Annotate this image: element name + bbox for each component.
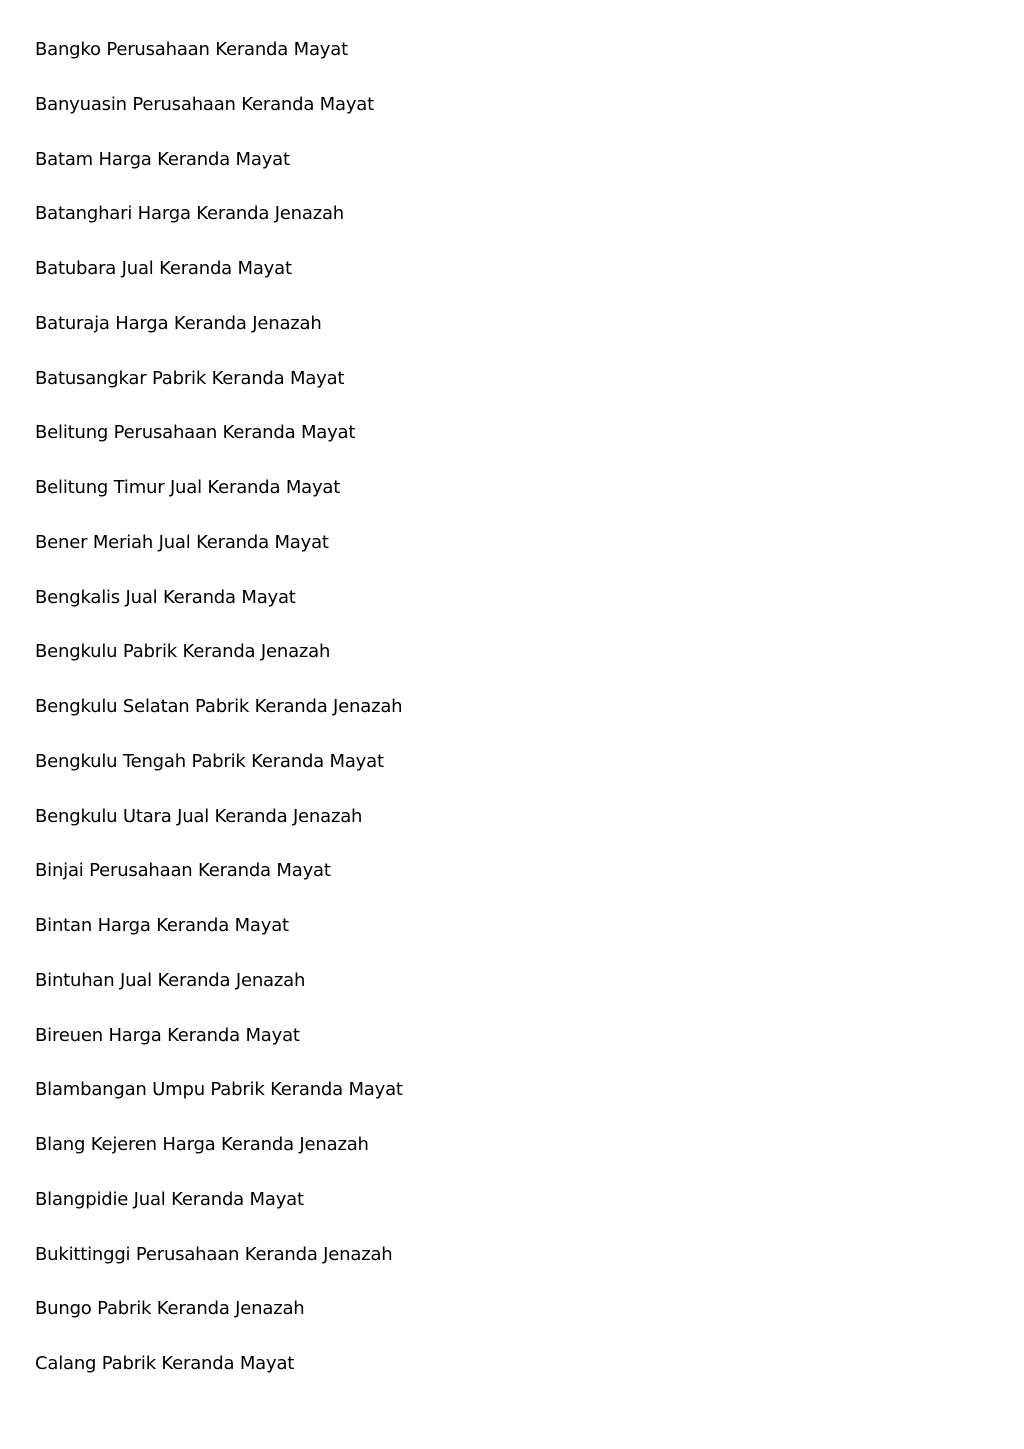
- list-item: Bintan Harga Keranda Mayat: [35, 915, 289, 936]
- list-item: Batusangkar Pabrik Keranda Mayat: [35, 367, 345, 389]
- list-item: Batanghari Harga Keranda Jenazah: [35, 203, 344, 225]
- list-item: Belitung Perusahaan Keranda Mayat: [35, 422, 356, 444]
- list-item: Blang Kejeren Harga Keranda Jenazah: [35, 1134, 369, 1155]
- list-item: Bener Meriah Jual Keranda Mayat: [35, 531, 329, 553]
- list-item: Batam Harga Keranda Mayat: [35, 148, 290, 170]
- list-item: Bungo Pabrik Keranda Jenazah: [35, 1298, 305, 1320]
- list-item: Bireuen Harga Keranda Mayat: [35, 1024, 300, 1046]
- list-item: Bengkulu Pabrik Keranda Jenazah: [35, 641, 331, 663]
- list-item: Blangpidie Jual Keranda Mayat: [35, 1188, 304, 1210]
- list-item: Bukittinggi Perusahaan Keranda Jenazah: [35, 1243, 393, 1265]
- list-item: Bangko Perusahaan Keranda Mayat: [35, 39, 348, 60]
- list-item: Bengkulu Selatan Pabrik Keranda Jenazah: [35, 696, 403, 717]
- list-item: Belitung Timur Jual Keranda Mayat: [35, 477, 341, 498]
- text-list: [35, 37, 403, 1406]
- list-item: Blambangan Umpu Pabrik Keranda Mayat: [35, 1079, 403, 1101]
- list-item: Bintuhan Jual Keranda Jenazah: [35, 969, 306, 991]
- list-item: Batubara Jual Keranda Mayat: [35, 258, 292, 279]
- list-item: Bengkulu Tengah Pabrik Keranda Mayat: [35, 750, 384, 772]
- list-item: Banyuasin Perusahaan Keranda Mayat: [35, 93, 374, 115]
- list-item: Baturaja Harga Keranda Jenazah: [35, 312, 322, 334]
- list-item: Bengkulu Utara Jual Keranda Jenazah: [35, 805, 363, 827]
- list-item: Calang Pabrik Keranda Mayat: [35, 1353, 295, 1374]
- list-item: Bengkalis Jual Keranda Mayat: [35, 586, 296, 608]
- list-item: Binjai Perusahaan Keranda Mayat: [35, 860, 331, 882]
